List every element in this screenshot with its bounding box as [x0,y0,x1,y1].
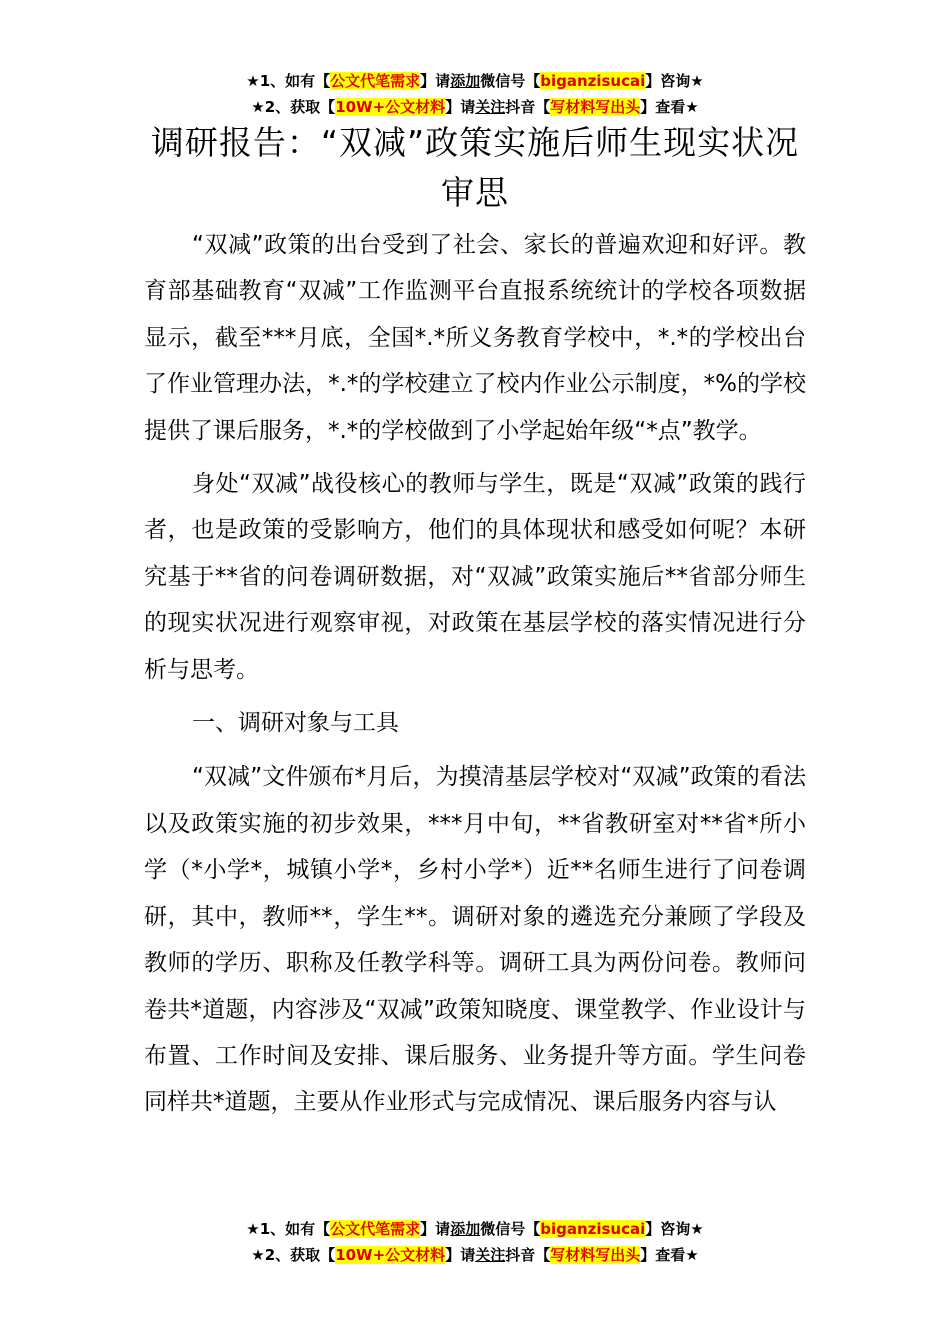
document-title: 调研报告：“双减”政策实施后师生现实状况审思 [150,123,800,212]
banner-text: 】请 [445,98,476,116]
banner-text: 】查看★ [640,1246,699,1264]
banner-underline: 添加 [450,1220,481,1238]
section-heading: 一、调研对象与工具 [192,710,399,737]
banner-highlight: 写材料写出头 [550,1246,641,1264]
banner-highlight: 写材料写出头 [550,98,641,116]
banner-highlight: 公文代笔需求 [330,72,421,90]
banner-highlight: biganzisucai [540,1220,646,1238]
header-banner [0,68,950,120]
banner-text: 】请 [420,72,451,90]
footer-banner [0,1216,950,1268]
banner-underline: 添加 [450,72,481,90]
banner-underline: 关注 [475,1246,506,1264]
banner-highlight: 10W+公文材料 [335,98,446,116]
banner-highlight: 公文代笔需求 [330,1220,421,1238]
banner-highlight: biganzisucai [540,72,646,90]
banner-text: ★1、如有【 [246,1220,331,1238]
paragraph: “双减”政策的出台受到了社会、家长的普遍欢迎和好评。教育部基础教育“双减”工作监测平台直报系统统计的学校各项数据显示，截至***月底，全国*.*所义务教育学校中，*.*的学校出台了作业管理办法，*.*的学校建立了校内作业公示制度，*%的学校提供了课后服务，*.*的学校做到了小学起始年级“*点”教学。 [144,232,806,444]
banner-line-2 [0,1242,950,1268]
banner-line-1 [0,1216,950,1242]
banner-text: 】请 [420,1220,451,1238]
banner-highlight: 10W+公文材料 [335,1246,446,1264]
banner-text: 】咨询★ [645,72,704,90]
paragraph: “双减”文件颁布*月后，为摸清基层学校对“双减”政策的看法以及政策实施的初步效果，***月中旬，**省教研室对**省*所小学（*小学*，城镇小学*，乡村小学*）近**名师生进行了问卷调研，其中，教师**，学生**。调研对象的遴选充分兼顾了学段及教师的学历、职称及任教学科等。调研工具为两份问卷。教师问卷共*道题，内容涉及“双减”政策知晓度、课堂教学、作业设计与布置、工作时间及安排、课后服务、业务提升等方面。学生问卷同样共*道题，主要从作业形式与完成情况、课后服务内容与认 [144,764,806,1116]
banner-text: 微信号【 [480,1220,541,1238]
banner-text: 】查看★ [640,98,699,116]
banner-text: 】咨询★ [645,1220,704,1238]
banner-text: 微信号【 [480,72,541,90]
banner-underline: 关注 [475,98,506,116]
banner-line-2 [0,94,950,120]
document-body [144,222,806,1133]
banner-text: 】请 [445,1246,476,1264]
banner-text: ★2、获取【 [251,1246,336,1264]
banner-text: ★1、如有【 [246,72,331,90]
paragraph: 身处“双减”战役核心的教师与学生，既是“双减”政策的践行者，也是政策的受影响方，他们的具体现状和感受如何呢？本研究基于**省的问卷调研数据，对“双减”政策实施后**省部分师生的现实状况进行观察审视，对政策在基层学校的落实情况进行分析与思考。 [144,471,806,683]
banner-text: ★2、获取【 [251,98,336,116]
banner-line-1 [0,68,950,94]
banner-text: 抖音【 [505,1246,551,1264]
banner-text: 抖音【 [505,98,551,116]
